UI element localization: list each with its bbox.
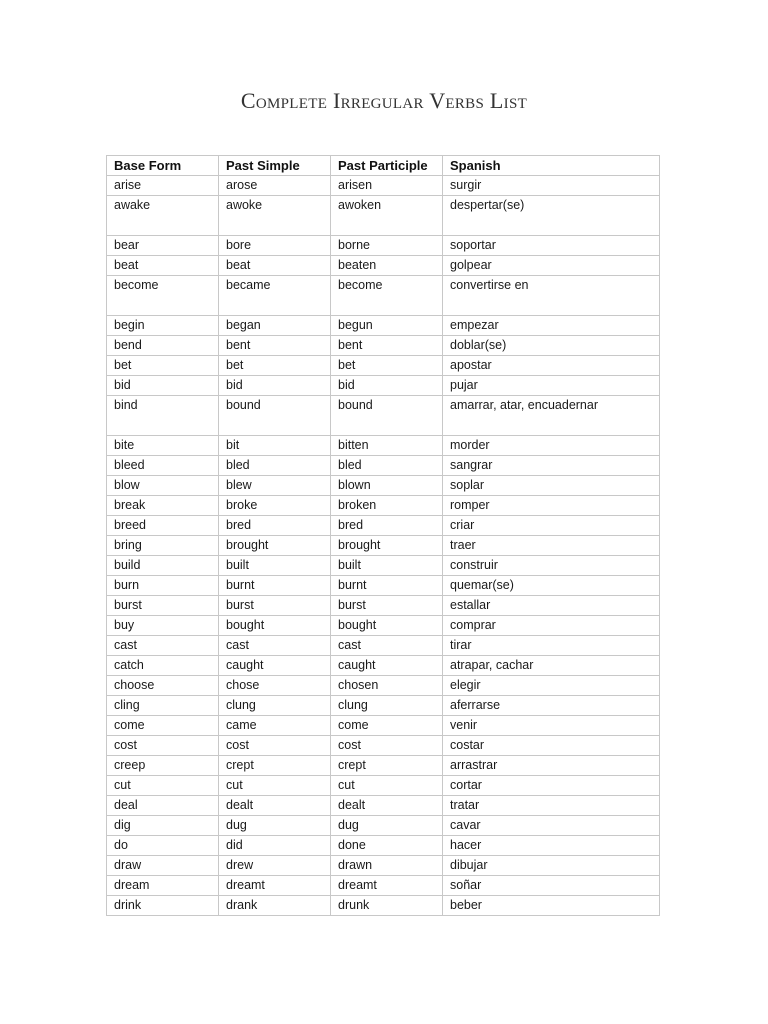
cell-past-participle: drunk <box>331 896 443 916</box>
cell-base-form: dig <box>107 816 219 836</box>
table-row <box>107 496 660 516</box>
cell-past-participle: become <box>331 276 443 316</box>
cell-spanish: convertirse en <box>443 276 660 316</box>
cell-base-form: cast <box>107 636 219 656</box>
table-row <box>107 636 660 656</box>
cell-past-participle: done <box>331 836 443 856</box>
cell-base-form: catch <box>107 656 219 676</box>
cell-base-form: burn <box>107 576 219 596</box>
cell-past-participle: brought <box>331 536 443 556</box>
table-row <box>107 256 660 276</box>
table-row <box>107 656 660 676</box>
irregular-verbs-table <box>106 155 660 916</box>
cell-past-participle: dreamt <box>331 876 443 896</box>
cell-past-simple: became <box>219 276 331 316</box>
cell-past-participle: come <box>331 716 443 736</box>
table-row <box>107 836 660 856</box>
cell-past-simple: built <box>219 556 331 576</box>
cell-spanish: elegir <box>443 676 660 696</box>
cell-past-simple: did <box>219 836 331 856</box>
cell-spanish: cortar <box>443 776 660 796</box>
table-header-row <box>107 156 660 176</box>
table-row <box>107 596 660 616</box>
cell-past-simple: burst <box>219 596 331 616</box>
cell-spanish: doblar(se) <box>443 336 660 356</box>
table-row <box>107 856 660 876</box>
cell-base-form: drink <box>107 896 219 916</box>
cell-past-simple: burnt <box>219 576 331 596</box>
table-row <box>107 436 660 456</box>
cell-past-simple: came <box>219 716 331 736</box>
document-title: Complete Irregular Verbs List <box>240 88 528 113</box>
cell-spanish: cavar <box>443 816 660 836</box>
cell-past-simple: dreamt <box>219 876 331 896</box>
cell-past-participle: awoken <box>331 196 443 236</box>
cell-past-simple: caught <box>219 656 331 676</box>
cell-past-participle: bet <box>331 356 443 376</box>
cell-past-participle: crept <box>331 756 443 776</box>
cell-past-participle: borne <box>331 236 443 256</box>
cell-spanish: empezar <box>443 316 660 336</box>
cell-base-form: beat <box>107 256 219 276</box>
cell-past-simple: bore <box>219 236 331 256</box>
cell-past-simple: crept <box>219 756 331 776</box>
table-row <box>107 176 660 196</box>
cell-base-form: draw <box>107 856 219 876</box>
cell-past-participle: dug <box>331 816 443 836</box>
cell-past-simple: began <box>219 316 331 336</box>
table-row <box>107 776 660 796</box>
cell-base-form: come <box>107 716 219 736</box>
cell-spanish: atrapar, cachar <box>443 656 660 676</box>
cell-spanish: despertar(se) <box>443 196 660 236</box>
cell-past-simple: bred <box>219 516 331 536</box>
cell-base-form: blow <box>107 476 219 496</box>
header-past-participle: Past Participle <box>331 156 443 176</box>
cell-spanish: golpear <box>443 256 660 276</box>
cell-past-simple: beat <box>219 256 331 276</box>
table-row <box>107 236 660 256</box>
cell-spanish: venir <box>443 716 660 736</box>
cell-past-simple: bought <box>219 616 331 636</box>
table-row <box>107 456 660 476</box>
cell-past-participle: bred <box>331 516 443 536</box>
cell-past-participle: chosen <box>331 676 443 696</box>
cell-past-simple: bid <box>219 376 331 396</box>
cell-past-participle: bound <box>331 396 443 436</box>
cell-spanish: apostar <box>443 356 660 376</box>
cell-base-form: creep <box>107 756 219 776</box>
cell-base-form: choose <box>107 676 219 696</box>
table-row <box>107 716 660 736</box>
cell-past-participle: cast <box>331 636 443 656</box>
cell-base-form: cut <box>107 776 219 796</box>
table-row <box>107 356 660 376</box>
table-row <box>107 536 660 556</box>
cell-base-form: become <box>107 276 219 316</box>
cell-spanish: pujar <box>443 376 660 396</box>
cell-past-simple: dug <box>219 816 331 836</box>
cell-past-simple: bled <box>219 456 331 476</box>
table-row <box>107 676 660 696</box>
cell-spanish: hacer <box>443 836 660 856</box>
cell-past-participle: burnt <box>331 576 443 596</box>
cell-spanish: surgir <box>443 176 660 196</box>
cell-past-participle: blown <box>331 476 443 496</box>
table-row <box>107 816 660 836</box>
cell-past-simple: cast <box>219 636 331 656</box>
cell-spanish: construir <box>443 556 660 576</box>
table-row <box>107 336 660 356</box>
table-row <box>107 196 660 236</box>
table-row <box>107 736 660 756</box>
cell-base-form: bind <box>107 396 219 436</box>
cell-spanish: soportar <box>443 236 660 256</box>
cell-past-simple: brought <box>219 536 331 556</box>
cell-spanish: dibujar <box>443 856 660 876</box>
cell-spanish: criar <box>443 516 660 536</box>
table-row <box>107 276 660 316</box>
cell-past-simple: cut <box>219 776 331 796</box>
table-row <box>107 396 660 436</box>
cell-past-participle: bid <box>331 376 443 396</box>
cell-past-participle: bled <box>331 456 443 476</box>
cell-spanish: beber <box>443 896 660 916</box>
cell-past-simple: awoke <box>219 196 331 236</box>
table-row <box>107 756 660 776</box>
cell-past-participle: arisen <box>331 176 443 196</box>
table-row <box>107 896 660 916</box>
cell-base-form: break <box>107 496 219 516</box>
cell-base-form: bid <box>107 376 219 396</box>
cell-past-simple: blew <box>219 476 331 496</box>
cell-base-form: arise <box>107 176 219 196</box>
table-row <box>107 556 660 576</box>
cell-past-participle: drawn <box>331 856 443 876</box>
cell-past-simple: drew <box>219 856 331 876</box>
cell-past-participle: broken <box>331 496 443 516</box>
cell-base-form: bend <box>107 336 219 356</box>
cell-spanish: tirar <box>443 636 660 656</box>
table-row <box>107 796 660 816</box>
cell-spanish: comprar <box>443 616 660 636</box>
cell-base-form: bear <box>107 236 219 256</box>
cell-past-participle: caught <box>331 656 443 676</box>
cell-past-participle: burst <box>331 596 443 616</box>
cell-past-simple: bound <box>219 396 331 436</box>
cell-spanish: morder <box>443 436 660 456</box>
cell-base-form: bet <box>107 356 219 376</box>
cell-spanish: amarrar, atar, encuadernar <box>443 396 660 436</box>
cell-past-simple: drank <box>219 896 331 916</box>
cell-spanish: soñar <box>443 876 660 896</box>
cell-base-form: bring <box>107 536 219 556</box>
cell-spanish: sangrar <box>443 456 660 476</box>
cell-base-form: burst <box>107 596 219 616</box>
header-spanish: Spanish <box>443 156 660 176</box>
table-row <box>107 876 660 896</box>
cell-spanish: costar <box>443 736 660 756</box>
cell-spanish: romper <box>443 496 660 516</box>
cell-past-participle: beaten <box>331 256 443 276</box>
cell-spanish: tratar <box>443 796 660 816</box>
cell-base-form: breed <box>107 516 219 536</box>
header-past-simple: Past Simple <box>219 156 331 176</box>
cell-past-simple: cost <box>219 736 331 756</box>
cell-past-simple: bent <box>219 336 331 356</box>
header-base-form: Base Form <box>107 156 219 176</box>
cell-base-form: dream <box>107 876 219 896</box>
cell-past-simple: bit <box>219 436 331 456</box>
cell-base-form: bite <box>107 436 219 456</box>
cell-past-simple: chose <box>219 676 331 696</box>
cell-past-participle: clung <box>331 696 443 716</box>
cell-base-form: do <box>107 836 219 856</box>
cell-past-simple: clung <box>219 696 331 716</box>
cell-past-participle: begun <box>331 316 443 336</box>
table-row <box>107 376 660 396</box>
table-row <box>107 516 660 536</box>
cell-base-form: cling <box>107 696 219 716</box>
cell-past-simple: dealt <box>219 796 331 816</box>
cell-spanish: aferrarse <box>443 696 660 716</box>
cell-past-simple: arose <box>219 176 331 196</box>
cell-past-participle: built <box>331 556 443 576</box>
cell-past-participle: bought <box>331 616 443 636</box>
table-row <box>107 576 660 596</box>
table-row <box>107 616 660 636</box>
table-row <box>107 696 660 716</box>
table-row <box>107 476 660 496</box>
cell-spanish: estallar <box>443 596 660 616</box>
table-row <box>107 316 660 336</box>
cell-base-form: deal <box>107 796 219 816</box>
cell-past-participle: cut <box>331 776 443 796</box>
cell-past-participle: bent <box>331 336 443 356</box>
cell-past-participle: bitten <box>331 436 443 456</box>
cell-base-form: bleed <box>107 456 219 476</box>
cell-past-simple: bet <box>219 356 331 376</box>
cell-base-form: begin <box>107 316 219 336</box>
cell-base-form: awake <box>107 196 219 236</box>
cell-past-participle: dealt <box>331 796 443 816</box>
cell-spanish: quemar(se) <box>443 576 660 596</box>
cell-spanish: traer <box>443 536 660 556</box>
cell-base-form: build <box>107 556 219 576</box>
cell-spanish: arrastrar <box>443 756 660 776</box>
cell-spanish: soplar <box>443 476 660 496</box>
cell-base-form: cost <box>107 736 219 756</box>
cell-base-form: buy <box>107 616 219 636</box>
cell-past-participle: cost <box>331 736 443 756</box>
cell-past-simple: broke <box>219 496 331 516</box>
